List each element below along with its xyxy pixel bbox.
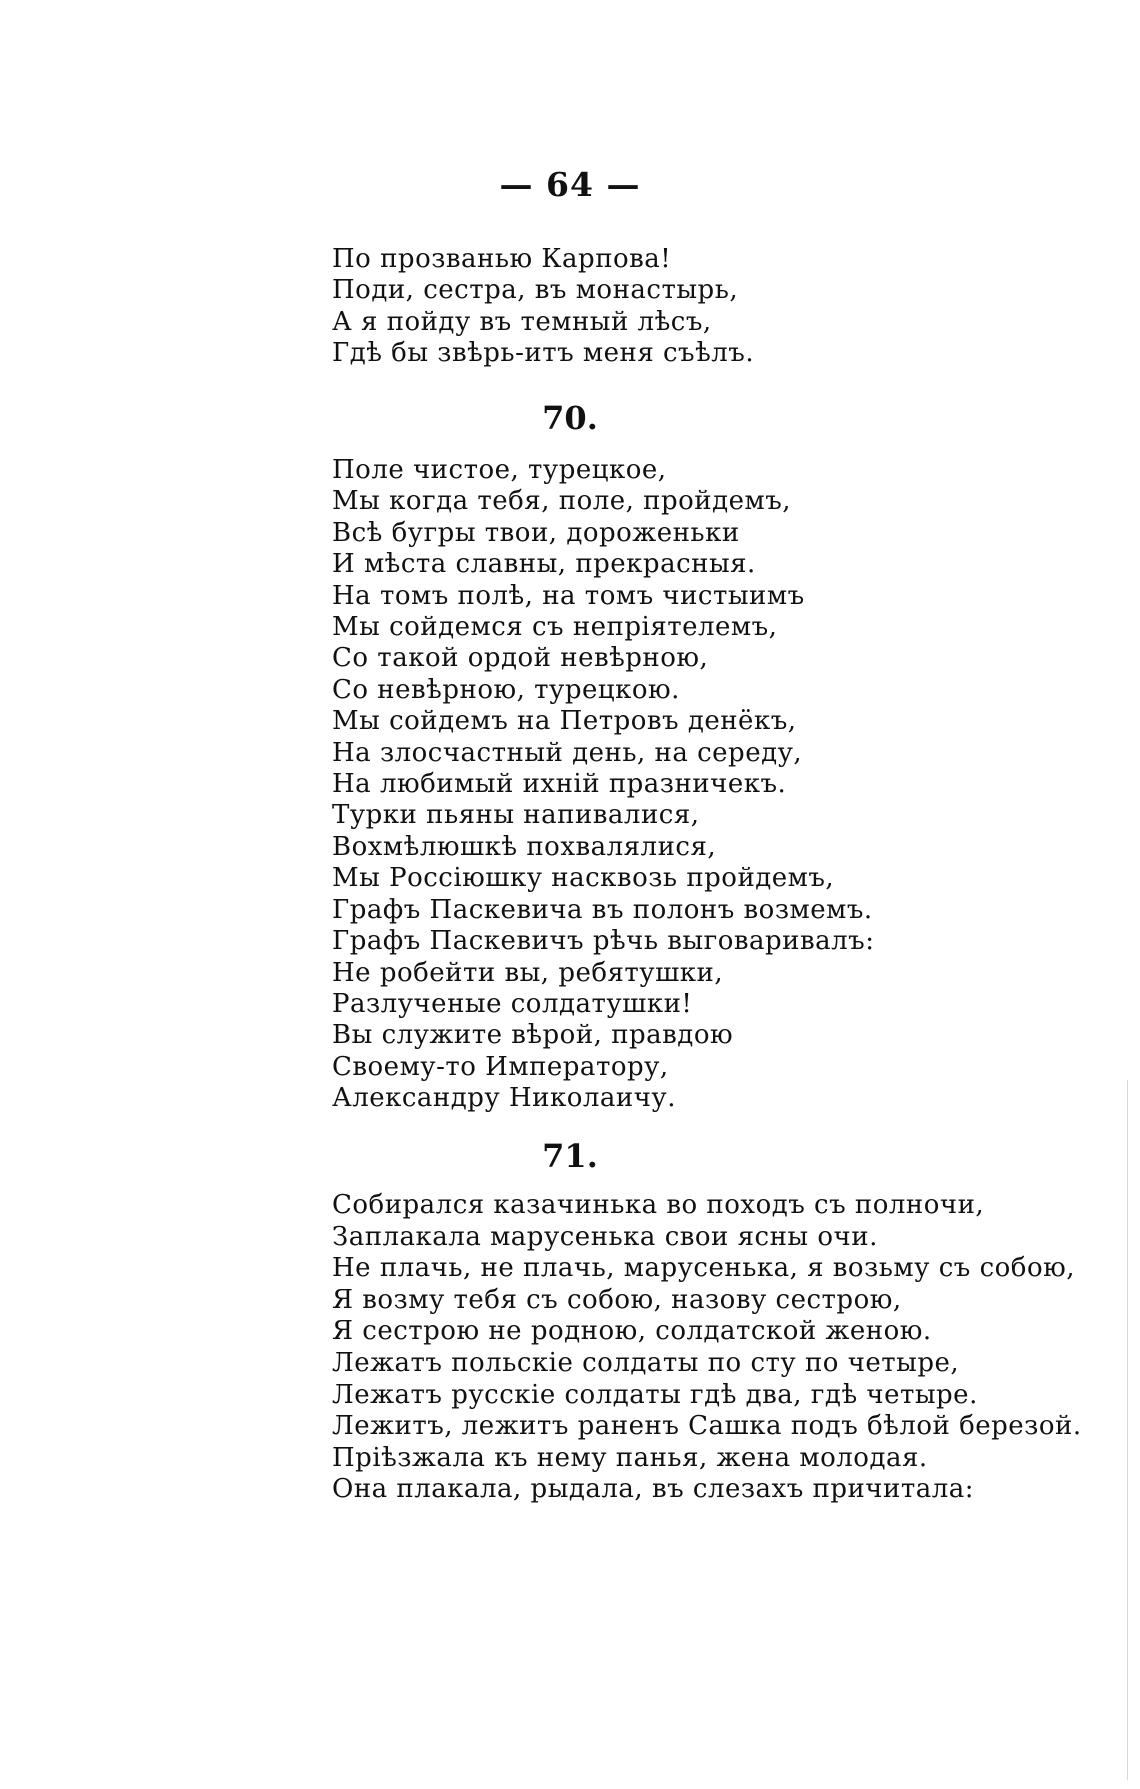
- verse-line: Лежатъ русскіе солдаты гдѣ два, гдѣ четыре.: [332, 1379, 978, 1410]
- song-number-heading: 70.: [542, 399, 598, 437]
- verse-line: Не робейти вы, ребятушки,: [332, 957, 724, 988]
- verse-line: Я сестрою не родною, солдатской женою.: [332, 1316, 932, 1347]
- verse-line: Мы сойдемся съ непріятелемъ,: [332, 612, 778, 643]
- verse-line: Не плачь, не плачь, марусенька, я возьму съ собою,: [332, 1253, 1075, 1284]
- verse-line: На томъ полѣ, на томъ чистыимъ: [332, 580, 805, 611]
- verse-line: Я возму тебя съ собою, назову сестрою,: [332, 1284, 902, 1315]
- verse-line: Поди, сестра, въ монастырь,: [332, 275, 739, 306]
- verse-line: Лежитъ, лежитъ раненъ Сашка подъ бѣлой березой.: [332, 1411, 1082, 1442]
- verse-line: Поле чистое, турецкое,: [332, 455, 667, 485]
- verse-line: Турки пьяны напивалися,: [332, 800, 700, 831]
- verse-line: Лежатъ польскіе солдаты по сту по четыре,: [332, 1347, 960, 1378]
- song-71-verse: [332, 1190, 1082, 1506]
- verse-line: Вохмѣлюшкѣ похвалялися,: [332, 831, 717, 862]
- verse-line: Вы служите вѣрой, правдою: [332, 1020, 734, 1051]
- verse-line: Мы сойдемъ на Петровъ денёкъ,: [332, 706, 797, 737]
- verse-continuation: [332, 244, 754, 370]
- verse-line: А я пойду въ темный лѣсъ,: [332, 306, 712, 337]
- page-number: — 64 —: [499, 165, 641, 204]
- scan-edge-line: [1127, 1080, 1128, 1780]
- verse-line: Со такой ордой невѣрною,: [332, 643, 709, 674]
- song-70-verse: [332, 455, 874, 1115]
- verse-line: И мѣста славны, прекрасныя.: [332, 549, 756, 580]
- verse-line: Александру Николаичу.: [332, 1083, 676, 1114]
- verse-line: На злосчастный день, на середу,: [332, 737, 803, 768]
- song-number-heading: 71.: [542, 1137, 598, 1175]
- verse-line: Гдѣ бы звѣрь-итъ меня съѣлъ.: [332, 338, 755, 369]
- verse-line: По прозванью Карпова!: [332, 244, 672, 274]
- verse-line: На любимый ихній празничекъ.: [332, 769, 787, 800]
- verse-line: Пріѣзжала къ нему панья, жена молодая.: [332, 1442, 928, 1473]
- verse-line: Мы когда тебя, поле, пройдемъ,: [332, 486, 792, 517]
- verse-line: Всѣ бугры твои, дороженьки: [332, 517, 740, 548]
- verse-line: Собирался казачинька во походъ съ полночи,: [332, 1190, 985, 1220]
- verse-line: Мы Россіюшку насквозь пройдемъ,: [332, 863, 835, 894]
- verse-line: Графъ Паскевичъ рѣчь выговаривалъ:: [332, 926, 875, 957]
- verse-line: Она плакала, рыдала, въ слезахъ причитала:: [332, 1474, 974, 1505]
- verse-line: Со невѣрною, турецкою.: [332, 674, 680, 705]
- verse-line: Разлученые солдатушки!: [332, 988, 693, 1019]
- verse-line: Заплакала марусенька свои ясны очи.: [332, 1221, 878, 1252]
- verse-line: Графъ Паскевича въ полонъ возмемъ.: [332, 894, 873, 925]
- verse-line: Своему-то Императору,: [332, 1051, 669, 1082]
